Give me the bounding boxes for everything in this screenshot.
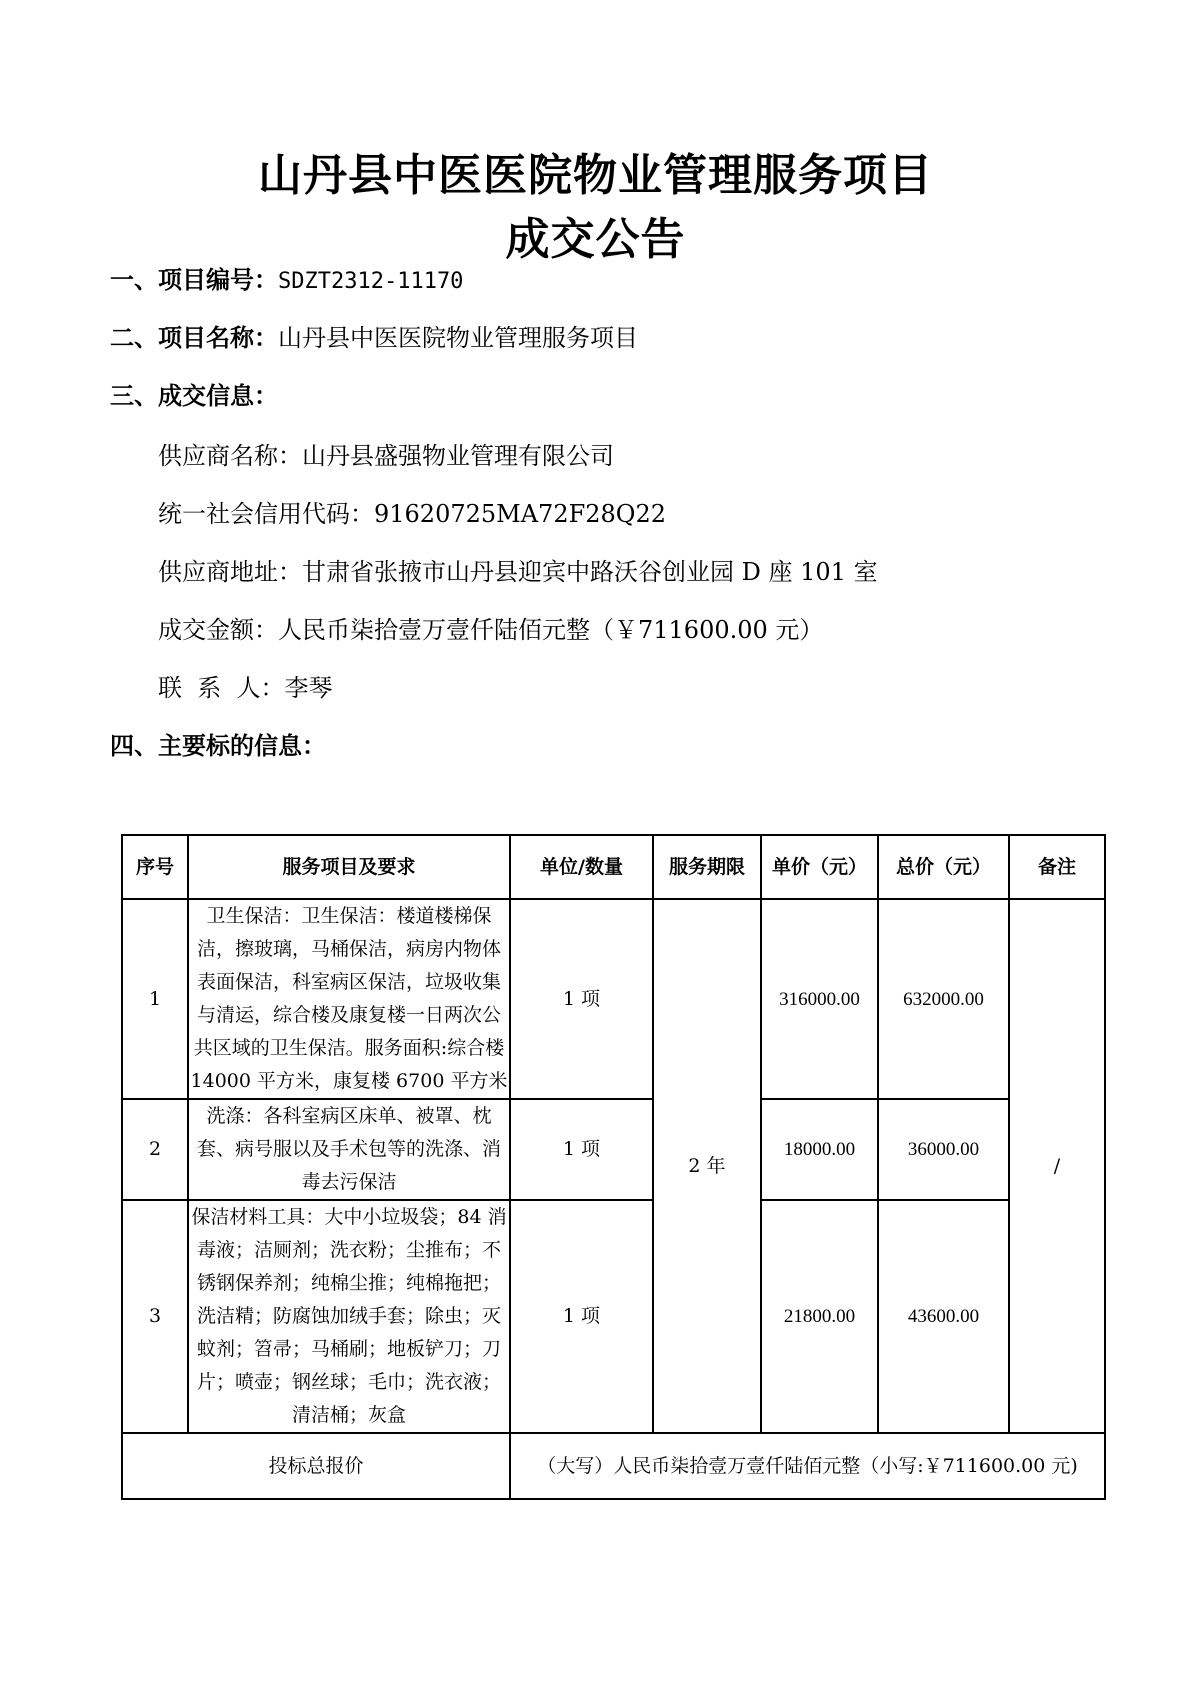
table-header-row <box>122 835 1105 899</box>
project-number-line <box>110 264 463 298</box>
row-qty: 1 项 <box>510 1099 653 1200</box>
table-row <box>122 899 1105 1099</box>
header-service: 服务项目及要求 <box>188 835 510 899</box>
items-table <box>121 834 1106 1500</box>
row-qty: 1 项 <box>510 1200 653 1433</box>
header-unit-price: 单价（元） <box>761 835 878 899</box>
row-no: 3 <box>122 1200 188 1433</box>
service-period: 2 年 <box>653 899 761 1433</box>
row-total-price: 36000.00 <box>878 1099 1009 1200</box>
row-desc: 卫生保洁：卫生保洁：楼道楼梯保洁，擦玻璃，马桶保洁，病房内物体表面保洁，科室病区保洁，垃圾收集与清运，综合楼及康复楼一日两次公共区域的卫生保洁。服务面积:综合楼 14000 平方米，康复楼 6700 平方米 <box>188 899 510 1099</box>
document-subtitle: 成交公告 <box>505 214 686 265</box>
table-row <box>122 1200 1105 1433</box>
contact-person: 联 系 人：李琴 <box>158 674 333 702</box>
table-row <box>122 1099 1105 1200</box>
row-total-price: 43600.00 <box>878 1200 1009 1433</box>
main-items-heading: 四、主要标的信息： <box>110 732 326 760</box>
deal-amount: 成交金额：人民币柒拾壹万壹仟陆佰元整（￥711600.00 元） <box>158 616 824 644</box>
total-value: （大写）人民币柒拾壹万壹仟陆佰元整（小写:￥711600.00 元) <box>510 1433 1105 1499</box>
header-no: 序号 <box>122 835 188 899</box>
project-name-line <box>110 322 638 354</box>
total-row <box>122 1433 1105 1499</box>
supplier-address: 供应商地址：甘肃省张掖市山丹县迎宾中路沃谷创业园 D 座 101 室 <box>158 558 878 586</box>
header-total-price: 总价（元） <box>878 835 1009 899</box>
row-unit-price: 21800.00 <box>761 1200 878 1433</box>
row-qty: 1 项 <box>510 899 653 1099</box>
project-name-value: 山丹县中医医院物业管理服务项目 <box>278 324 638 352</box>
header-remark: 备注 <box>1009 835 1105 899</box>
supplier-name: 供应商名称：山丹县盛强物业管理有限公司 <box>158 442 614 470</box>
row-desc: 保洁材料工具：大中小垃圾袋；84 消毒液；洁厕剂；洗衣粉；尘推布；不锈钢保养剂；纯棉尘推；纯棉拖把；洗洁精；防腐蚀加绒手套；除虫；灭蚊剂；笤帚；马桶刷；地板铲刀；刀片；喷壶；钢丝球；毛巾；洗衣液；清洁桶；灰盒 <box>188 1200 510 1433</box>
credit-code: 统一社会信用代码：91620725MA72F28Q22 <box>158 500 667 528</box>
project-number-label: 一、项目编号： <box>110 266 278 294</box>
document-title: 山丹县中医医院物业管理服务项目 <box>258 150 933 201</box>
deal-info-heading: 三、成交信息： <box>110 382 278 410</box>
row-total-price: 632000.00 <box>878 899 1009 1099</box>
row-no: 1 <box>122 899 188 1099</box>
total-label: 投标总报价 <box>122 1433 510 1499</box>
header-unit-qty: 单位/数量 <box>510 835 653 899</box>
project-name-label: 二、项目名称： <box>110 324 278 352</box>
row-desc: 洗涤：各科室病区床单、被罩、枕套、病号服以及手术包等的洗涤、消毒去污保洁 <box>188 1099 510 1200</box>
remark: / <box>1009 899 1105 1433</box>
row-unit-price: 316000.00 <box>761 899 878 1099</box>
row-unit-price: 18000.00 <box>761 1099 878 1200</box>
project-number-value: SDZT2312-11170 <box>278 269 464 294</box>
row-no: 2 <box>122 1099 188 1200</box>
header-period: 服务期限 <box>653 835 761 899</box>
